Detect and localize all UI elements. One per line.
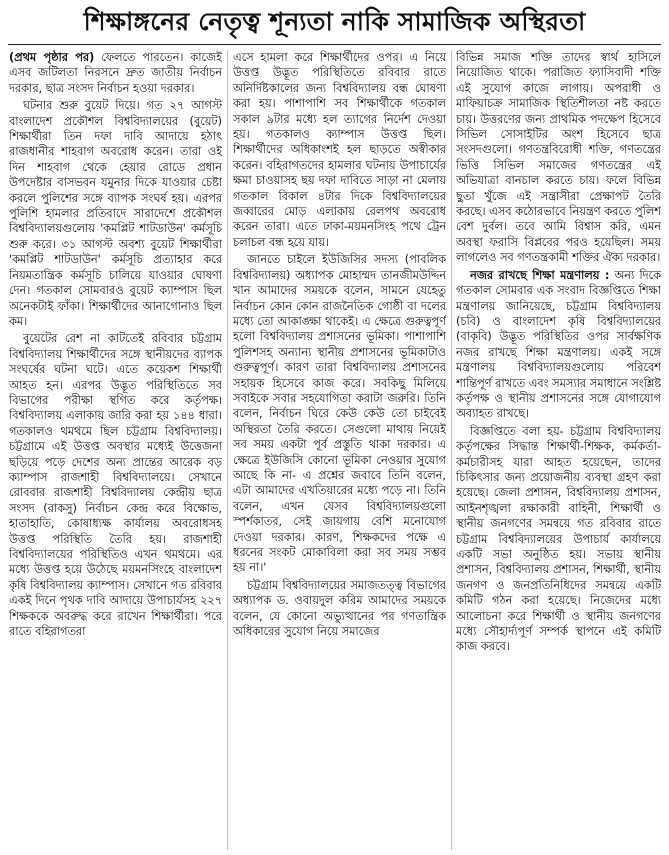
- article-column-2: [233, 50, 446, 850]
- article-paragraph: এসে হামলা করে শিক্ষার্থীদের ওপর। এ নিয়ে উত্তপ্ত উদ্ভূত পরিস্থিতিতে রবিবার রাতে অনির্দিষ্টকালের জন্য বিশ্ববিদ্যালয় বন্ধ ঘোষণা করা হয়। পাশাপাশি সব শিক্ষার্থীকে গতকাল সকাল ৯টার মধ্যে হল ত্যাগের নির্দেশ দেওয়া হয়। গতকালও ক্যাম্পাস উত্তপ্ত ছিল। শিক্ষার্থীদের অধিকাংশই হল ছাড়তে অস্বীকার করেন। বহিরাগতদের হামলার ঘটনায় উপাচার্যের ক্ষমা চাওয়াসহ ছয় দফা দাবিতে সাড়া না মেলায় গতকাল বিকাল ৪টার দিকে বিশ্ববিদ্যালয়ের জব্বারের মোড় এলাকায় রেলপথ অবরোধ করেন তারা। এতে ঢাকা-ময়মনসিংহ পথে ট্রেন চলাচল বন্ধ হয়ে যায়।: [233, 51, 446, 249]
- article-paragraph: জানতে চাইলে ইউজিসির সদস্য (পাবলিক বিশ্ববিদ্যালয়) অধ্যাপক মোহাম্মদ তানজীমউদ্দিন খান আমাদের সময়কে বলেন, সামনে যেহেতু নির্বাচন কোন কোন রাজনৈতিক গোষ্ঠী বা দলের মধ্যে তো আকাঙ্ক্ষা থাকেই। এ ক্ষেত্রে গুরুত্বপূর্ণ হলো বিশ্ববিদ্যালয় প্রশাসনের ভূমিকা। পাশাপাশি পুলিশসহ অন্যান্য স্থানীয় প্রশাসনের ভূমিকাটাও গুরুত্বপূর্ণ। কারণ তারা বিশ্ববিদ্যালয় প্রশাসনের সহায়ক হিসেবে কাজ করে। সবকিছু মিলিয়ে সবাইকে সবার সহযোগিতা করাটা জরুরি। তিনি বলেন, নির্বাচন ঘিরে কেউ কেউ তো চাইবেই অস্থিরতা তৈরি করতে। সেগুলো মাথায় নিয়েই সব সময় একটা পূর্ব প্রস্তুতি থাকা দরকার। এ ক্ষেত্রে ইউজিসি কোনো ভূমিকা নেওয়ার সুযোগ আছে কি না- এ প্রশ্নের জবাবে তিনি বলেন, এটা আমাদের এখতিয়ারের মধ্যে পড়ে না। তিনি বলেন, এখন যেসব বিশ্ববিদ্যালয়গুলো স্পর্শকাতর, সেই জায়গায় বেশি মনোযোগ দেওয়া দরকার। কারণ, শিক্ষকদের পক্ষে এ ধরনের সংকট মোকাবিলা করা সব সময় সম্ভব হয় না।': [233, 253, 446, 575]
- subheading: নজর রাখছে শিক্ষা মন্ত্রণালয় :: [470, 268, 610, 282]
- article-paragraph: [9, 50, 222, 96]
- article-paragraph: বিজ্ঞপ্তিতে বলা হয়- চট্টগ্রাম বিশ্ববিদ্যালয় কর্তৃপক্ষের সিদ্ধান্ত শিক্ষার্থী-শিক্ষক, কর্মকর্তা-কর্মচারীসহ যারা আহত হয়েছেন, তাদের চিকিৎসার জন্য প্রয়োজনীয় ব্যবস্থা গ্রহণ করা হয়েছে। জেলা প্রশাসন, বিশ্ববিদ্যালয় প্রশাসন, আইনশৃঙ্খলা রক্ষাকারী বাহিনী, শিক্ষার্থী ও স্থানীয় জনগণের সমন্বয়ে গত রবিবার রাতে চট্টগ্রাম বিশ্ববিদ্যালয়ের উপাচার্য কার্যালয়ে একটি সভা অনুষ্ঠিত হয়। সভায় স্থানীয় প্রশাসন, বিশ্ববিদ্যালয় প্রশাসন, শিক্ষার্থী, স্থানীয় জনগণ ও জনপ্রতিনিধিদের সমন্বয়ে একটি কমিটি গঠন করা হয়েছে। নিজেদের মধ্যে আলোচনা করে শিক্ষার্থী ও স্থানীয় জনগণের মধ্যে সৌহার্দ্যপূর্ণ সম্পর্ক স্থাপনে এই কমিটি কাজ করবে।: [456, 424, 661, 654]
- headline: শিক্ষাঙ্গনের নেতৃত্ব শূন্যতা নাকি সামাজিক অস্থিরতা: [83, 7, 586, 36]
- article-paragraph: বুয়েটের রেশ না কাটতেই রবিবার চট্টগ্রাম বিশ্ববিদ্যালয় শিক্ষার্থীদের সঙ্গে স্থানীয়দের ব্যাপক সংঘর্ষের ঘটনা ঘটে। এতে কয়েকশ শিক্ষার্থী আহত হন। এরপর উদ্ভূত পরিস্থিতিতে সব বিভাগের পরীক্ষা স্থগিত করে কর্তৃপক্ষ। বিশ্ববিদ্যালয় এলাকায় জারি করা হয় ১৪৪ ধারা। গতকালও থমথমে ছিল চট্টগ্রাম বিশ্ববিদ্যালয়। চট্টগ্রামে এই উত্তপ্ত অবস্থার মধ্যেই উত্তেজনা ছড়িয়ে পড়ে দেশের অন্য প্রান্তের আরেক বড় ক্যাম্পাস রাজশাহী বিশ্ববিদ্যালয়ে। সেখানে রোববার রাজশাহী বিশ্ববিদ্যালয় কেন্দ্রীয় ছাত্র সংসদ (রাকসু) নির্বাচন কেন্দ্র করে বিক্ষোভ, হাতাহাতি, কোষাধ্যক্ষ কার্যালয় অবরোধসহ উত্তপ্ত পরিস্থিতি তৈরি হয়। রাজশাহী বিশ্ববিদ্যালয়ের পরিস্থিতিও এখন থমথমে। এর মধ্যে উত্তপ্ত হয়ে উঠেছে ময়মনসিংহে বাংলাদেশ কৃষি বিশ্ববিদ্যালয় ক্যাম্পাস। সেখানে গত রবিবার একই দিনে পৃথক দাবি আদায়ে উপাচার্যসহ ২২৭ শিক্ষককে অবরুদ্ধ করে রাখেন শিক্ষার্থীরা। পরে রাতে বহিরাগতরা: [9, 332, 222, 639]
- article-paragraph: [456, 268, 661, 422]
- article-paragraph: ঘটনার শুরু বুয়েট দিয়ে। গত ২৭ আগস্ট বাংলাদেশ প্রকৌশল বিশ্ববিদ্যালয়ের (বুয়েট) শিক্ষার্থীরা তিন দফা দাবি আদায়ে হঠাৎ রাজধানীর শাহবাগ অবরোধ করেন। তারা ওই দিন শাহবাগ থেকে হেয়ার রোডে প্রধান উপদেষ্টার বাসভবন যমুনার দিকে যাওয়ার চেষ্টা করলে পুলিশের সঙ্গে ব্যাপক সংঘর্ষ হয়। এরপর পুলিশি হামলার প্রতিবাদে সারাদেশে প্রকৌশল বিশ্ববিদ্যালয়গুলোয় 'কমপ্লিট শাটডাউন' কর্মসূচি শুরু করে। ৩১ আগস্ট অবশ্য বুয়েট শিক্ষার্থীরা 'কমপ্লিট শাটডাউন' কর্মসূচি প্রত্যাহার করে নিয়মতান্ত্রিক কর্মসূচি চালিয়ে যাওয়ার ঘোষণা দেন। গতকাল সোমবারও বুয়েট ক্যাম্পাস ছিল অনেকটাই ফাঁকা। শিক্ষার্থীদের আনাগোনাও ছিল কম।: [9, 99, 222, 328]
- article-column-1: [9, 50, 222, 850]
- article-paragraph: বিভিন্ন সমাজ শক্তি তাদের স্বার্থ হাসিলে নিয়োজিত থাকে। পরাজিত ফ্যাসিবাদী শক্তি এই সুযোগ কাজে লাগায়। অপরাধী ও মাফিয়াচক্র সামাজিক স্থিতিশীলতা নষ্ট করতে চায়। উত্তরণের জন্য প্রাথমিক পদক্ষেপ হিসেবে সিভিল সোসাইটির অংশ হিসেবে ছাত্র সংসদগুলো। গণতন্ত্রবিরোধী শক্তি, গণতন্ত্রের ভিত্তি সিভিল সমাজের গণতন্ত্রের এই অভিযাত্রা বানচাল করতে চায়। ফলে বিভিন্ন ছুতা খুঁজে এই সন্ত্রাসীরা প্রেক্ষাপট তৈরি করছে। এসব কঠোরভাবে নিয়ন্ত্রণ করতে পুলিশ বেশ দুর্বল। তবে আমি বিশ্বাস করি, এমন অবস্থা ফরাসি বিপ্লবের পরও হয়েছিল। সময় লাগলেও সব গণতন্ত্রকামী শক্তির ঐক্য দরকার।: [456, 51, 661, 265]
- headline-rule: [8, 44, 661, 45]
- column-divider: [451, 50, 452, 850]
- column-divider: [227, 50, 228, 850]
- paragraph-text: ফেলতে পারতেন। কাজেই এসব জটিলতা নিরসনে দ্রুত জাতীয় নির্বাচন দরকার, ছাত্র সংসদ নির্বাচন হওয়া দরকার।: [9, 51, 222, 95]
- article-paragraph: চট্টগ্রাম বিশ্ববিদ্যালয়ের সমাজতত্ত্ব বিভাগের অধ্যাপক ড. ওবায়দুল করিম আমাদের সময়কে বলেন, যে কোনো অভ্যুত্থানের পর গণতান্ত্রিক অধিকারের সুযোগ নিয়ে সমাজের: [233, 578, 446, 639]
- article-column-3: [456, 50, 661, 850]
- continuation-marker: (প্রথম পৃষ্ঠার পর): [9, 51, 95, 64]
- paragraph-text: অন্য দিকে গতকাল সোমবার এক সংবাদ বিজ্ঞপ্তিতে শিক্ষা মন্ত্রণালয় জানিয়েছে, চট্টগ্রাম বিশ্ববিদ্যালয় (চবি) ও বাংলাদেশ কৃষি বিশ্ববিদ্যালয়ের (বাকৃবি) উদ্ভূত পরিস্থিতির ওপর সার্বক্ষণিক নজর রাখছে শিক্ষা মন্ত্রণালয়। একই সঙ্গে মন্ত্রণালয় বিশ্ববিদ্যালয়গুলোয় পরিবেশ শান্তিপূর্ণ রাখতে এবং সমস্যার সমাধানে সংশ্লিষ্ট কর্তৃপক্ষ ও স্থানীয় প্রশাসনের সঙ্গে যোগাযোগ অব্যাহত রাখছে।: [456, 268, 661, 421]
